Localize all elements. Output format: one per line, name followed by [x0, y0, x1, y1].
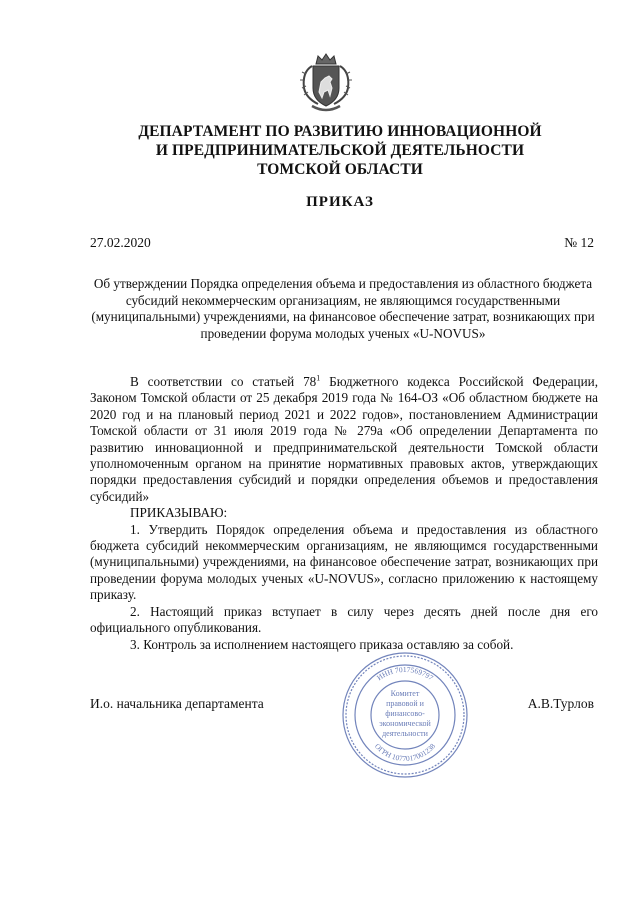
order-body	[90, 374, 598, 653]
seal-line-1: Комитет	[390, 689, 420, 698]
official-seal	[340, 650, 470, 780]
dept-line-3: ТОМСКОЙ ОБЛАСТИ	[257, 161, 423, 178]
preamble	[90, 374, 598, 505]
seal-ogrn: ОГРН 1077017001238	[372, 741, 438, 764]
order-item-3: 3. Контроль за исполнением настоящего приказа оставляю за собой.	[130, 636, 514, 652]
dept-line-1: ДЕПАРТАМЕНТ ПО РАЗВИТИЮ ИННОВАЦИОННОЙ	[138, 123, 542, 140]
seal-line-3: финансово-	[385, 709, 425, 718]
order-date: 27.02.2020	[90, 235, 151, 250]
seal-inn: ИНН 7017569797	[375, 664, 435, 683]
signer-name: А.В.Турлов	[527, 696, 594, 711]
preamble-part-2: Бюджетного кодекса Российской Федерации, Законом Томской области от 25 декабря 2019 года № 164-ОЗ «Об областном бюджете на 2020 год и на плановый период 2021 и 2022 годов», постановлением Администрации Томской области от 31 июля 2019 года № 279а «Об определении Департамента по развитию инновационной и предпринимательской деятельности Томской области уполномоченным органом на принятие нормативных правовых актов, утверждающих порядки предоставления субсидий и порядки определения объемов и предоставления субсидий»	[90, 374, 598, 504]
signer-position: И.о. начальника департамента	[90, 696, 264, 711]
dept-line-2: И ПРЕДПРИНИМАТЕЛЬСКОЙ ДЕЯТЕЛЬНОСТИ	[155, 142, 525, 159]
order-item-2: 2. Настоящий приказ вступает в силу через десять дней после дня его официального опубликования.	[90, 603, 598, 636]
tomsk-coat-of-arms-icon	[296, 52, 356, 114]
document-type: ПРИКАЗ	[306, 194, 374, 210]
seal-line-2: правовой и	[386, 699, 424, 708]
orders-word: ПРИКАЗЫВАЮ:	[130, 505, 228, 521]
preamble-part-1: В соответствии со статьей 78	[130, 374, 317, 389]
order-subject: Об утверждении Порядка определения объема и предоставления из областного бюджета субсидий некоммерческим организациям, не являющимся государственными (муниципальными) учреждениями, на финансовое обеспечение затрат, возникающих при проведении форума молодых ученых «U-NOVUS»	[91, 276, 595, 341]
seal-line-5: деятельности	[382, 729, 428, 738]
order-number: № 12	[564, 235, 594, 250]
order-item-1: 1. Утвердить Порядок определения объема и предоставления из областного бюджета субсидий некоммерческим организациям, не являющимся государственными (муниципальными) учреждениями, на финансовое обеспечение затрат, возникающих при проведении форума молодых ученых «U-NOVUS», согласно приложению к настоящему приказу.	[90, 521, 598, 603]
preamble-superscript: 1	[316, 373, 321, 383]
department-title	[60, 122, 620, 179]
seal-line-4: экономической	[379, 719, 431, 728]
